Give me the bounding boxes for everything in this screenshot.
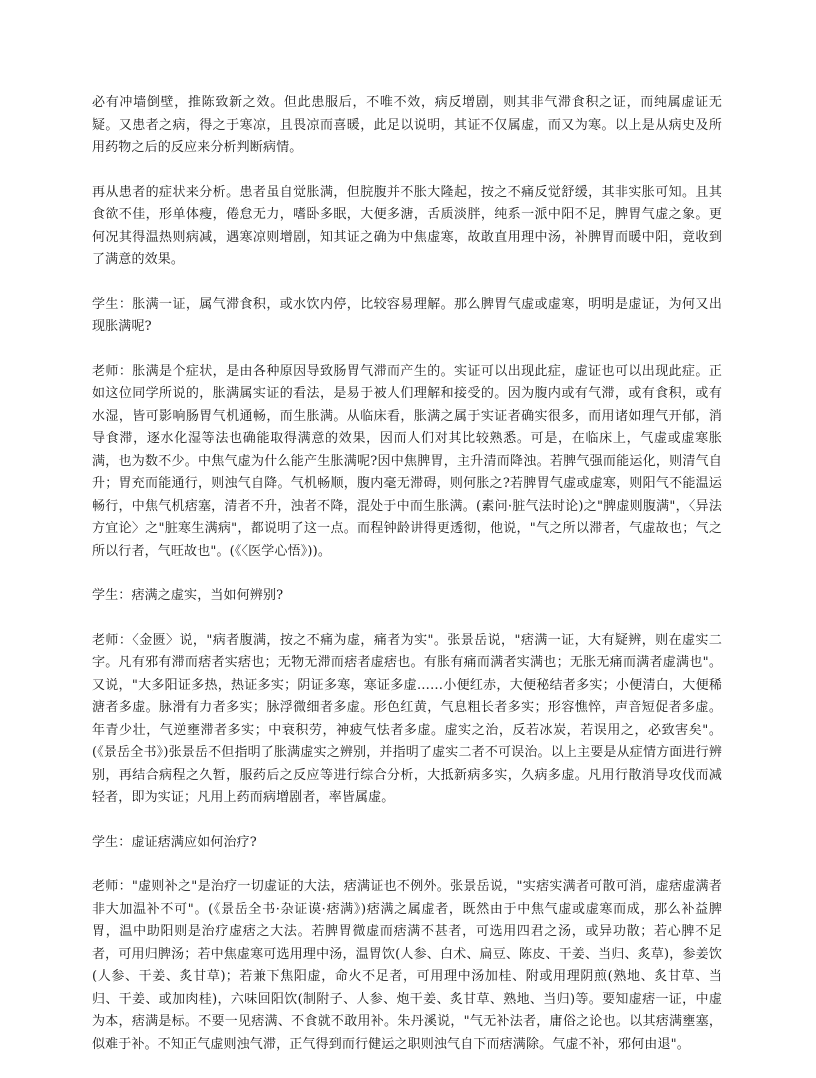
paragraph-8: 老师："虚则补之"是治疗一切虚证的大法，痞满证也不例外。张景岳说，"实痞实满者可散可消，虚痞虚满者非大加温补不可"。(《景岳全书·杂证谟·痞满》)痞满之属虚者，既然由于中焦气虚或虚寒而成，那么补益脾胃，温中助阳则是治疗虚痞之大法。若脾胃微虚而痞满不甚者，可选用四君之汤，或异功散；若心脾不足者，可用归脾汤；若中焦虚寒可选用理中汤，温胃饮(人参、白术、扁豆、陈皮、干姜、当归、炙草)，参姜饮(人参、干姜、炙甘草)；若兼下焦阳虚，命火不足者，可用理中汤加桂、附或用理阴煎(熟地、炙甘草、当归、干姜、或加肉桂)，六味回阳饮(制附子、人参、炮干姜、炙甘草、熟地、当归)等。要知虚痞一证，中虚为本，痞满是标。不要一见痞满、不食就不敢用补。朱丹溪说，"气无补法者，庸俗之论也。以其痞满壅塞，似难于补。不知正气虚则浊气滞，正气得到而行健运之职则浊气自下而痞满除。气虚不补，邪何由退"。 [92, 879, 722, 1052]
paragraph-7: 学生：虚证痞满应如何治疗? [92, 834, 257, 850]
paragraph-4: 老师：胀满是个症状，是由各种原因导致肠胃气滞而产生的。实证可以出现此症，虚证也可以出现此症。正如这位同学所说的，胀满属实证的看法，是易于被人们理解和接受的。因为腹内或有气滞，或有食积，或有水湿，皆可影响肠胃气机通畅，而生胀满。从临床看，胀满之属于实证者确实很多，而用诸如理气开郁，消导食滞，逐水化湿等法也确能取得满意的效果，因而人们对其比较熟悉。可是，在临床上，气虚或虚寒胀满，也为数不少。中焦气虚为什么能产生胀满呢?因中焦脾胃，主升清而降浊。若脾气强而能运化，则清气自升；胃充而能通行，则浊气自降。气机畅顺，腹内毫无滞碍，则何胀之?若脾胃气虚或虚寒，则阳气不能温运畅行，中焦气机痞塞，清者不升，浊者不降，混处于中而生胀满。(素问·脏气法时论)之"脾虚则腹满"，〈异法方宜论〉之"脏寒生满病"，都说明了这一点。而程钟龄讲得更透彻，他说，"气之所以滞者，气虚故也；气之所以行者，气旺故也"。(《〈医学心悟》))。 [92, 363, 722, 559]
paragraph-1: 必有冲墙倒壁，推陈致新之效。但此患服后，不唯不效，病反增剧，则其非气滞食积之证，而纯属虚证无疑。又患者之病，得之于寒凉，且畏凉而喜暖，此足以说明，其证不仅属虚，而又为寒。以上是从病史及所用药物之后的反应来分析判断病情。 [92, 95, 722, 155]
document-page [92, 92, 722, 1078]
paragraph-5: 学生：痞满之虚实，当如何辨别? [92, 588, 284, 603]
paragraph-2: 再从患者的症状来分析。患者虽自觉胀满，但脘腹并不胀大隆起，按之不痛反觉舒缓，其非实胀可知。且其食欲不佳，形单体瘦，倦怠无力，嗜卧多眠，大便多溏，舌质淡胖，纯系一派中阳不足，脾胃气虚之象。更何况其得温热则病减，遇寒凉则增剧，知其证之确为中焦虚寒，故敢直用理中汤，补脾胃而暖中阳，竟收到了满意的效果。 [92, 184, 722, 267]
paragraph-6: 老师：〈金匮〉说，"病者腹满，按之不痛为虚，痛者为实"。张景岳说，"痞满一证，大有疑辨，则在虚实二字。凡有邪有滞而痞者实痞也；无物无滞而痞者虚痞也。有胀有痛而满者实满也；无胀无痛而满者虚满也"。又说，"大多阳证多热，热证多实；阴证多寒，寒证多虚……小便红赤，大便秘结者多实；小便清白，大便稀溏者多虚。脉滑有力者多实；脉浮微细者多虚。形色红黄，气息粗长者多实；形容憔悴，声音短促者多虚。年青少壮，气逆壅滞者多实；中衰积劳，神疲气怯者多虚。虚实之治，反若冰炭，若误用之，必致害矣"。(《景岳全书》)张景岳不但指明了胀满虚实之辨别，并指明了虚实二者不可误治。以上主要是从症情方面进行辨别，再结合病程之久暂，服药后之反应等进行综合分析，大抵新病多实，久病多虚。凡用行散消导攻伐而减轻者，即为实证；凡用上药而病增剧者，率皆属虚。 [92, 632, 722, 805]
paragraph-3: 学生：胀满一证，属气滞食积，或水饮内停，比较容易理解。那么脾胃气虚或虚寒，明明是虚证，为何又出现胀满呢? [92, 296, 722, 334]
